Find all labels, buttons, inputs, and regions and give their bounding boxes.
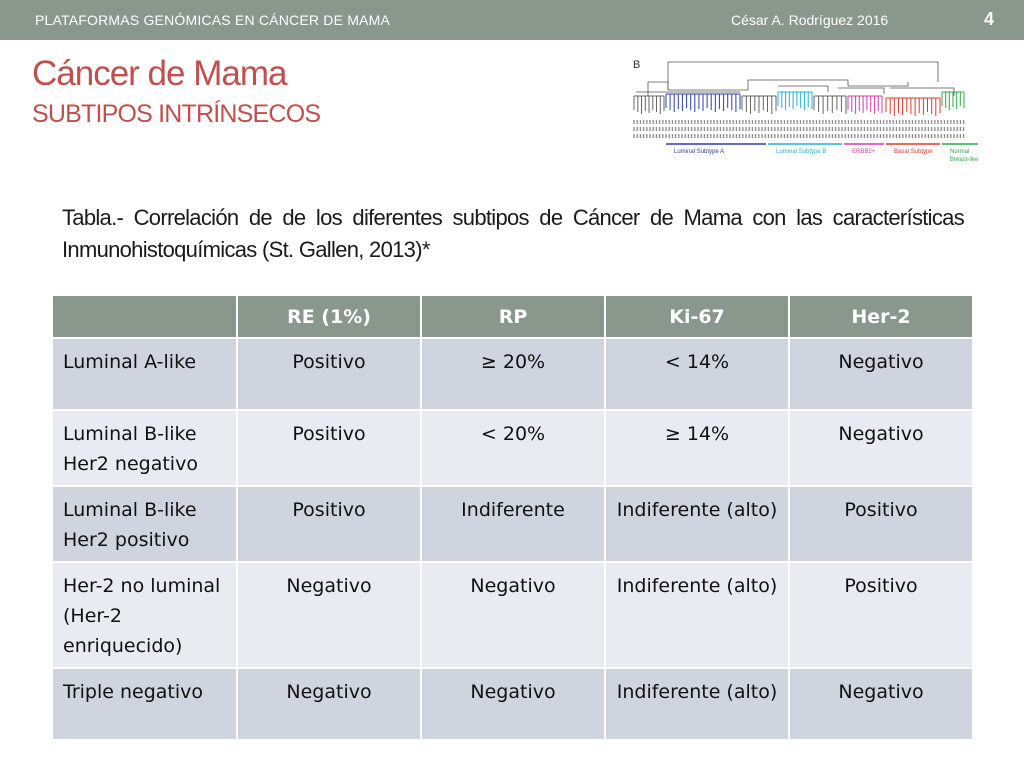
cell-ki67: < 14% bbox=[605, 338, 789, 410]
table-caption: Tabla.- Correlación de de los diferentes subtipos de Cáncer de Mama con las características Inmunohistoquímicas (St. Gallen, 2013)* bbox=[62, 205, 964, 262]
legend-label: Luminal Subtype A bbox=[674, 149, 725, 155]
author-date: César A. Rodríguez 2016 bbox=[731, 12, 889, 28]
table-header-row bbox=[52, 295, 973, 338]
cell-subtype: Luminal A-like bbox=[52, 338, 237, 410]
cluster-branches bbox=[848, 96, 882, 114]
cell-re: Negativo bbox=[237, 562, 421, 668]
cell-rp: Negativo bbox=[421, 668, 605, 740]
cell-ki67: ≥ 14% bbox=[605, 410, 789, 486]
cluster-branches bbox=[634, 96, 664, 114]
sample-labels bbox=[634, 120, 964, 138]
cluster-branches bbox=[814, 96, 846, 114]
cell-ki67: Indiferente (alto) bbox=[605, 486, 789, 562]
page-number: 4 bbox=[984, 9, 995, 29]
dendrogram-tree bbox=[636, 62, 954, 96]
dendrogram-figure bbox=[628, 52, 980, 170]
cell-rp: Indiferente bbox=[421, 486, 605, 562]
label-row bbox=[634, 120, 964, 124]
header-subtype bbox=[52, 295, 237, 338]
cluster-branches bbox=[742, 96, 776, 114]
cell-re: Positivo bbox=[237, 410, 421, 486]
cluster-branches bbox=[666, 94, 740, 112]
cell-subtype: Luminal B-like Her2 negativo bbox=[52, 410, 237, 486]
legend-label: ERBB2+ bbox=[852, 149, 876, 155]
cell-her2: Negativo bbox=[789, 668, 973, 740]
cluster-basal bbox=[886, 98, 940, 116]
table-row bbox=[52, 338, 973, 410]
cell-her2: Positivo bbox=[789, 486, 973, 562]
cell-re: Positivo bbox=[237, 338, 421, 410]
label-row bbox=[634, 127, 964, 131]
label-row bbox=[634, 134, 964, 138]
cluster-luminal-b bbox=[778, 92, 812, 110]
legend-label: Basal Subtype bbox=[894, 149, 933, 155]
cell-re: Negativo bbox=[237, 668, 421, 740]
cell-subtype: Luminal B-like Her2 positivo bbox=[52, 486, 237, 562]
slide-subtitle: SUBTIPOS INTRÍNSECOS bbox=[32, 100, 321, 128]
slide-title: Cáncer de Mama bbox=[32, 54, 287, 93]
legend-label: Luminal Subtype B bbox=[776, 149, 827, 155]
header-bar bbox=[0, 0, 1024, 40]
cell-re: Positivo bbox=[237, 486, 421, 562]
header-ki67: Ki-67 bbox=[605, 295, 789, 338]
legend-label: Breast-like bbox=[950, 157, 979, 163]
course-title: PLATAFORMAS GENÓMICAS EN CÁNCER DE MAMA bbox=[35, 12, 390, 28]
cell-her2: Negativo bbox=[789, 338, 973, 410]
subtypes-table bbox=[51, 294, 974, 741]
cell-ki67: Indiferente (alto) bbox=[605, 668, 789, 740]
cell-rp: Negativo bbox=[421, 562, 605, 668]
cluster-branches bbox=[886, 98, 940, 116]
table-row bbox=[52, 410, 973, 486]
legend-label: Normal bbox=[950, 149, 970, 155]
cell-her2: Positivo bbox=[789, 562, 973, 668]
header-her2: Her-2 bbox=[789, 295, 973, 338]
cluster-branches bbox=[942, 92, 964, 110]
subtype-legend bbox=[666, 144, 979, 163]
figure-panel-label: B bbox=[633, 59, 641, 71]
cluster-luminal-a bbox=[666, 94, 740, 112]
cluster-branches bbox=[778, 92, 812, 110]
cell-subtype: Her-2 no luminal (Her-2 enriquecido) bbox=[52, 562, 237, 668]
table-row bbox=[52, 486, 973, 562]
cell-subtype: Triple negativo bbox=[52, 668, 237, 740]
cell-rp: ≥ 20% bbox=[421, 338, 605, 410]
table-row bbox=[52, 562, 973, 668]
header-rp: RP bbox=[421, 295, 605, 338]
cluster-erbb2 bbox=[848, 96, 882, 114]
cell-rp: < 20% bbox=[421, 410, 605, 486]
header-re: RE (1%) bbox=[237, 295, 421, 338]
cluster-normal bbox=[942, 92, 964, 110]
cell-her2: Negativo bbox=[789, 410, 973, 486]
cell-ki67: Indiferente (alto) bbox=[605, 562, 789, 668]
table-row bbox=[52, 668, 973, 740]
